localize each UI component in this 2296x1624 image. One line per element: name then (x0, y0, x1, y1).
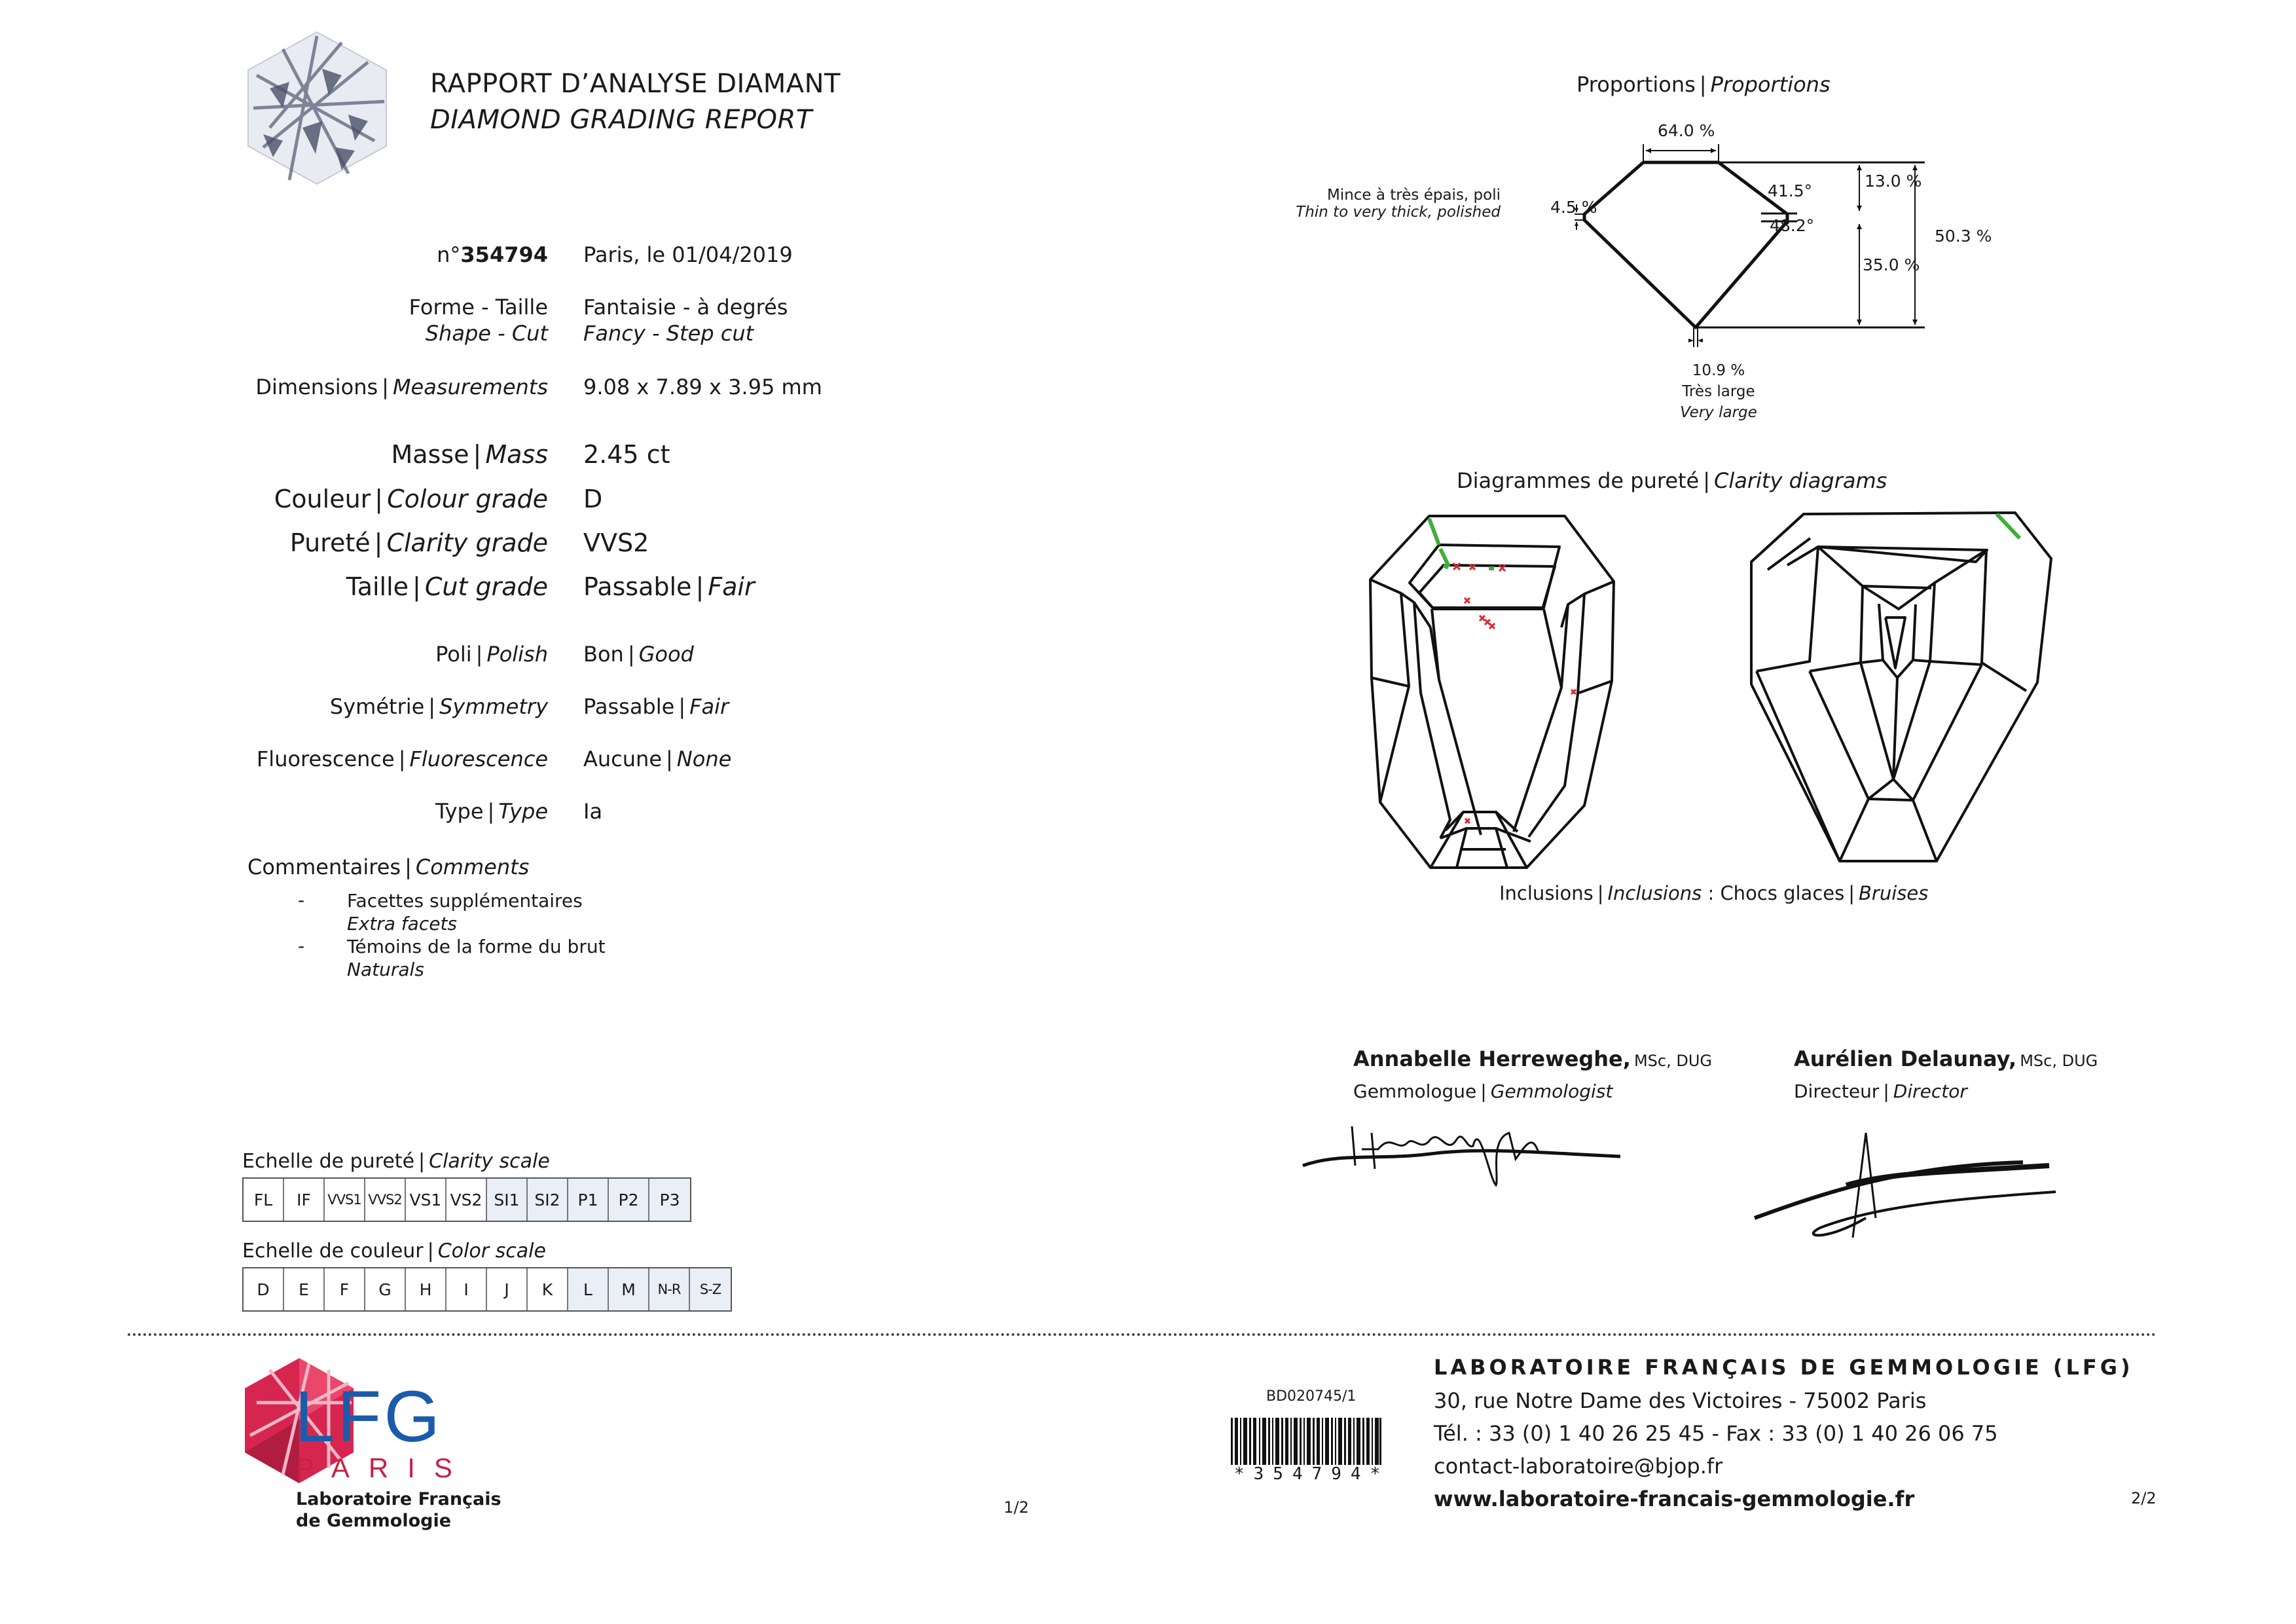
comments-title: Commentaires | Comments (247, 855, 530, 879)
girdle-description: Mince à très épais, poli Thin to very thick, polished (1296, 187, 1501, 221)
shape-cut-label-en: Shape - Cut (425, 321, 548, 346)
clarity-diagram-pavilion (1748, 511, 2075, 864)
page-number-left: 1/2 (1004, 1498, 1029, 1517)
mass-label: Masse | Mass (391, 440, 548, 469)
clarity-scale-title: Echelle de pureté | Clarity scale (242, 1150, 550, 1173)
fluorescence-value: Aucune | None (583, 747, 732, 771)
type-value: Ia (583, 799, 603, 824)
lab-website-link[interactable]: www.laboratoire-francais-gemmologie.fr (1434, 1486, 1915, 1511)
polish-value: Bon | Good (583, 642, 694, 667)
comment-item: Facettes supplémentaires Extra facets (347, 890, 583, 934)
cut-grade-value: Passable | Fair (583, 572, 755, 601)
lab-address: 30, rue Notre Dame des Victoires - 75002 Paris (1434, 1388, 1927, 1413)
clarity-scale-cell: VS1 (406, 1179, 446, 1221)
colour-label: Couleur | Colour grade (274, 485, 548, 513)
color-scale-cell: I (446, 1268, 487, 1310)
shape-cut-value-en: Fancy - Step cut (583, 321, 754, 346)
lfg-brand-city: PARIS (296, 1452, 471, 1483)
culet-description: 10.9 % Très large Very large (1680, 362, 1757, 421)
color-scale-cell: M (609, 1268, 649, 1310)
report-title-fr: RAPPORT D’ANALYSE DIAMANT (430, 69, 841, 99)
clarity-scale-cell: VVS2 (365, 1179, 406, 1221)
clarity-scale-cell: IF (284, 1179, 325, 1221)
page-number-right: 2/2 (2131, 1489, 2157, 1507)
barcode-icon (1231, 1418, 1381, 1465)
signatory-1: Annabelle Herreweghe, MSc, DUG Gemmologue | Gemmologist (1353, 1046, 1713, 1102)
color-scale-cell: G (365, 1268, 406, 1310)
symmetry-label: Symétrie | Symmetry (329, 694, 548, 719)
clarity-scale-cell: VVS1 (325, 1179, 365, 1221)
pavilion-depth: 35.0 % (1863, 255, 1920, 274)
lfg-brand-subtitle: Laboratoire Français de Gemmologie (296, 1489, 501, 1531)
colour-value: D (583, 485, 603, 513)
lab-phone-fax: Tél. : 33 (0) 1 40 26 25 45 - Fax : 33 (0) 1 40 26 06 75 (1434, 1421, 1998, 1446)
table-percentage: 64.0 % (1658, 121, 1715, 140)
clarity-value: VVS2 (583, 528, 649, 557)
report-title-en: DIAMOND GRADING REPORT (430, 105, 812, 135)
clarity-scale-cell: FL (244, 1179, 284, 1221)
comment-item: Témoins de la forme du brut Naturals (347, 936, 606, 980)
type-label: Type | Type (435, 799, 548, 824)
clarity-diagram-crown (1368, 504, 1683, 871)
measurements-value: 9.08 x 7.89 x 3.95 mm (583, 375, 822, 399)
color-scale-cell: L (568, 1268, 609, 1310)
clarity-legend: Inclusions | Inclusions : Chocs glaces | Bruises (1499, 882, 1929, 904)
polish-label: Poli | Polish (435, 642, 548, 667)
barcode-reference: BD020745/1 (1266, 1388, 1357, 1405)
color-scale-cell: S-Z (690, 1268, 731, 1310)
color-scale-cell: F (325, 1268, 365, 1310)
pavilion-angle: 48.2° (1770, 216, 1815, 235)
color-scale-cell: N-R (649, 1268, 690, 1310)
report-place-date: Paris, le 01/04/2019 (583, 242, 793, 267)
color-scale-title: Echelle de couleur | Color scale (242, 1240, 546, 1263)
crown-angle: 41.5° (1768, 181, 1813, 200)
crown-height: 13.0 % (1865, 172, 1922, 191)
color-scale-cell: H (406, 1268, 446, 1310)
comment-bullet: - (298, 935, 305, 957)
signatory-2: Aurélien Delaunay, MSc, DUG Directeur | Director (1794, 1046, 2098, 1102)
shape-cut-label-fr: Forme - Taille (409, 295, 548, 320)
footer-divider (128, 1333, 2157, 1336)
clarity-scale (242, 1177, 691, 1222)
shape-cut-value-fr: Fantaisie - à degrés (583, 295, 788, 320)
total-depth: 50.3 % (1935, 227, 1992, 246)
report-number: n°354794 (437, 242, 548, 267)
clarity-diagrams-title: Diagrammes de pureté | Clarity diagrams (1457, 468, 1887, 493)
clarity-scale-cell: P1 (568, 1179, 609, 1221)
lab-name: LABORATOIRE FRANÇAIS DE GEMMOLOGIE (LFG) (1434, 1355, 2134, 1380)
clarity-scale-cell: SI1 (487, 1179, 528, 1221)
signature-1-icon (1300, 1113, 1627, 1192)
fluorescence-label: Fluorescence | Fluorescence (256, 747, 548, 771)
color-scale-cell: D (244, 1268, 284, 1310)
clarity-scale-cell: P2 (609, 1179, 649, 1221)
mass-value: 2.45 ct (583, 440, 670, 469)
signature-2-icon (1748, 1126, 2102, 1251)
color-scale-cell: J (487, 1268, 528, 1310)
color-scale (242, 1267, 732, 1312)
clarity-scale-cell: VS2 (446, 1179, 487, 1221)
diamond-logo-icon (244, 29, 391, 187)
color-scale-cell: E (284, 1268, 325, 1310)
color-scale-cell: K (528, 1268, 568, 1310)
lab-email-link[interactable]: contact-laboratoire@bjop.fr (1434, 1454, 1723, 1479)
proportions-diagram (1558, 131, 1964, 347)
symmetry-value: Passable | Fair (583, 694, 729, 719)
barcode-number: *354794* (1234, 1464, 1390, 1484)
proportions-title: Proportions | Proportions (1576, 72, 1831, 97)
clarity-scale-cell: SI2 (528, 1179, 568, 1221)
girdle-percentage: 4.5 % (1550, 198, 1597, 217)
lfg-brand-letters: LFG (295, 1376, 443, 1457)
measurements-label: Dimensions | Measurements (255, 375, 548, 399)
comment-bullet: - (298, 889, 305, 911)
clarity-label: Pureté | Clarity grade (289, 528, 548, 557)
clarity-scale-cell: P3 (649, 1179, 690, 1221)
cut-grade-label: Taille | Cut grade (346, 572, 548, 601)
